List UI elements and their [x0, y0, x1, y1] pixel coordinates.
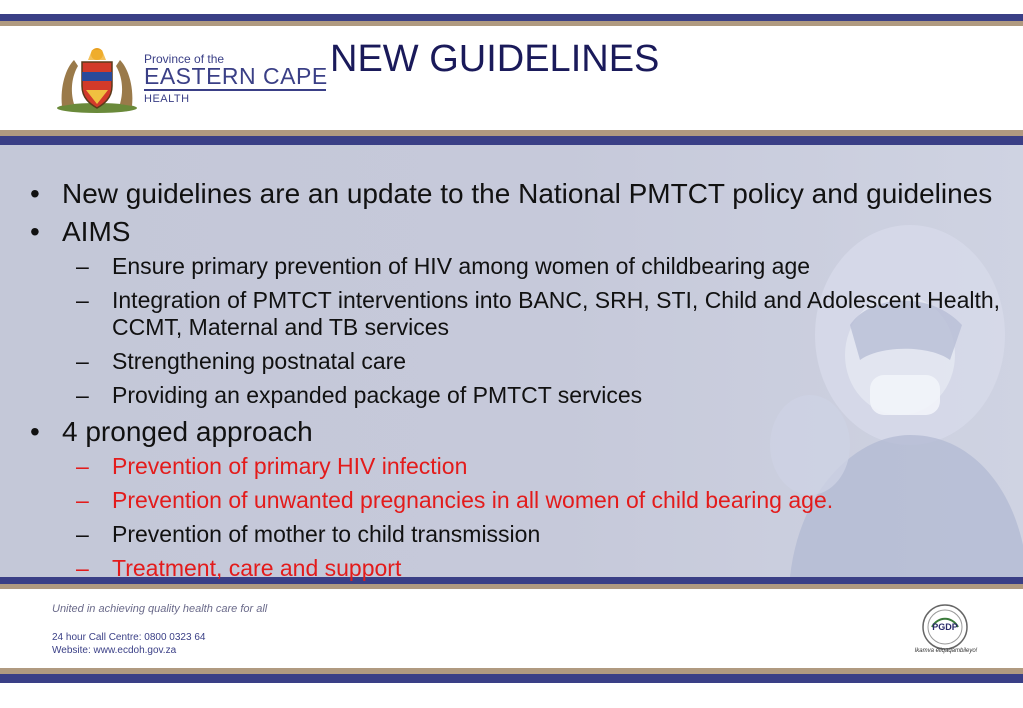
footer-tagline: United in achieving quality health care for all [52, 603, 268, 615]
sub-bullet-item: – Prevention of mother to child transmission [70, 521, 1016, 548]
sub-bullet-item: – Treatment, care and support [70, 555, 1016, 582]
bullet-list [26, 178, 1016, 589]
sub-bullet-item: – Ensure primary prevention of HIV among women of childbearing age [70, 253, 1016, 280]
sub-bullet-item: – Prevention of unwanted pregnancies in all women of child bearing age. [70, 487, 1016, 514]
sub-bullet-list [62, 253, 1016, 409]
logo-health-text: HEALTH [144, 93, 190, 105]
bottom-navy-stripe [0, 674, 1023, 683]
top-navy-stripe [0, 14, 1023, 21]
logo-province-text: Province of the [144, 52, 225, 66]
bullet-text: New guidelines are an update to the National PMTCT policy and guidelines [62, 178, 993, 209]
logo-eastern-cape-text: EASTERN CAPE [144, 63, 328, 89]
bullet-item [26, 178, 1016, 210]
coat-of-arms-icon [52, 46, 142, 114]
bullet-text: 4 pronged approach [62, 416, 313, 447]
sub-bullet-item: – Prevention of primary HIV infection [70, 453, 1016, 480]
footer-website: Website: www.ecdoh.gov.za [52, 645, 177, 656]
logo-underline [144, 89, 326, 91]
sub-bullet-list [62, 453, 1016, 582]
bullet-item [26, 216, 1016, 409]
seal-label: PGDP [932, 622, 958, 632]
sub-bullet-item: – Strengthening postnatal care [70, 348, 1016, 375]
page-title: NEW GUIDELINES [330, 38, 660, 80]
sub-bullet-item: – Providing an expanded package of PMTCT services [70, 382, 1016, 409]
sub-bullet-item: – Integration of PMTCT interventions into BANC, SRH, STI, Child and Adolescent Health, CCMT, Maternal and TB services [70, 287, 1016, 341]
bullet-text: AIMS [62, 216, 131, 247]
seal-caption: Ikamva eliqaqambileyo! [914, 648, 978, 654]
upper-navy-stripe [0, 136, 1023, 145]
bullet-item [26, 416, 1016, 582]
footer-call-centre: 24 hour Call Centre: 0800 0323 64 [52, 632, 206, 643]
